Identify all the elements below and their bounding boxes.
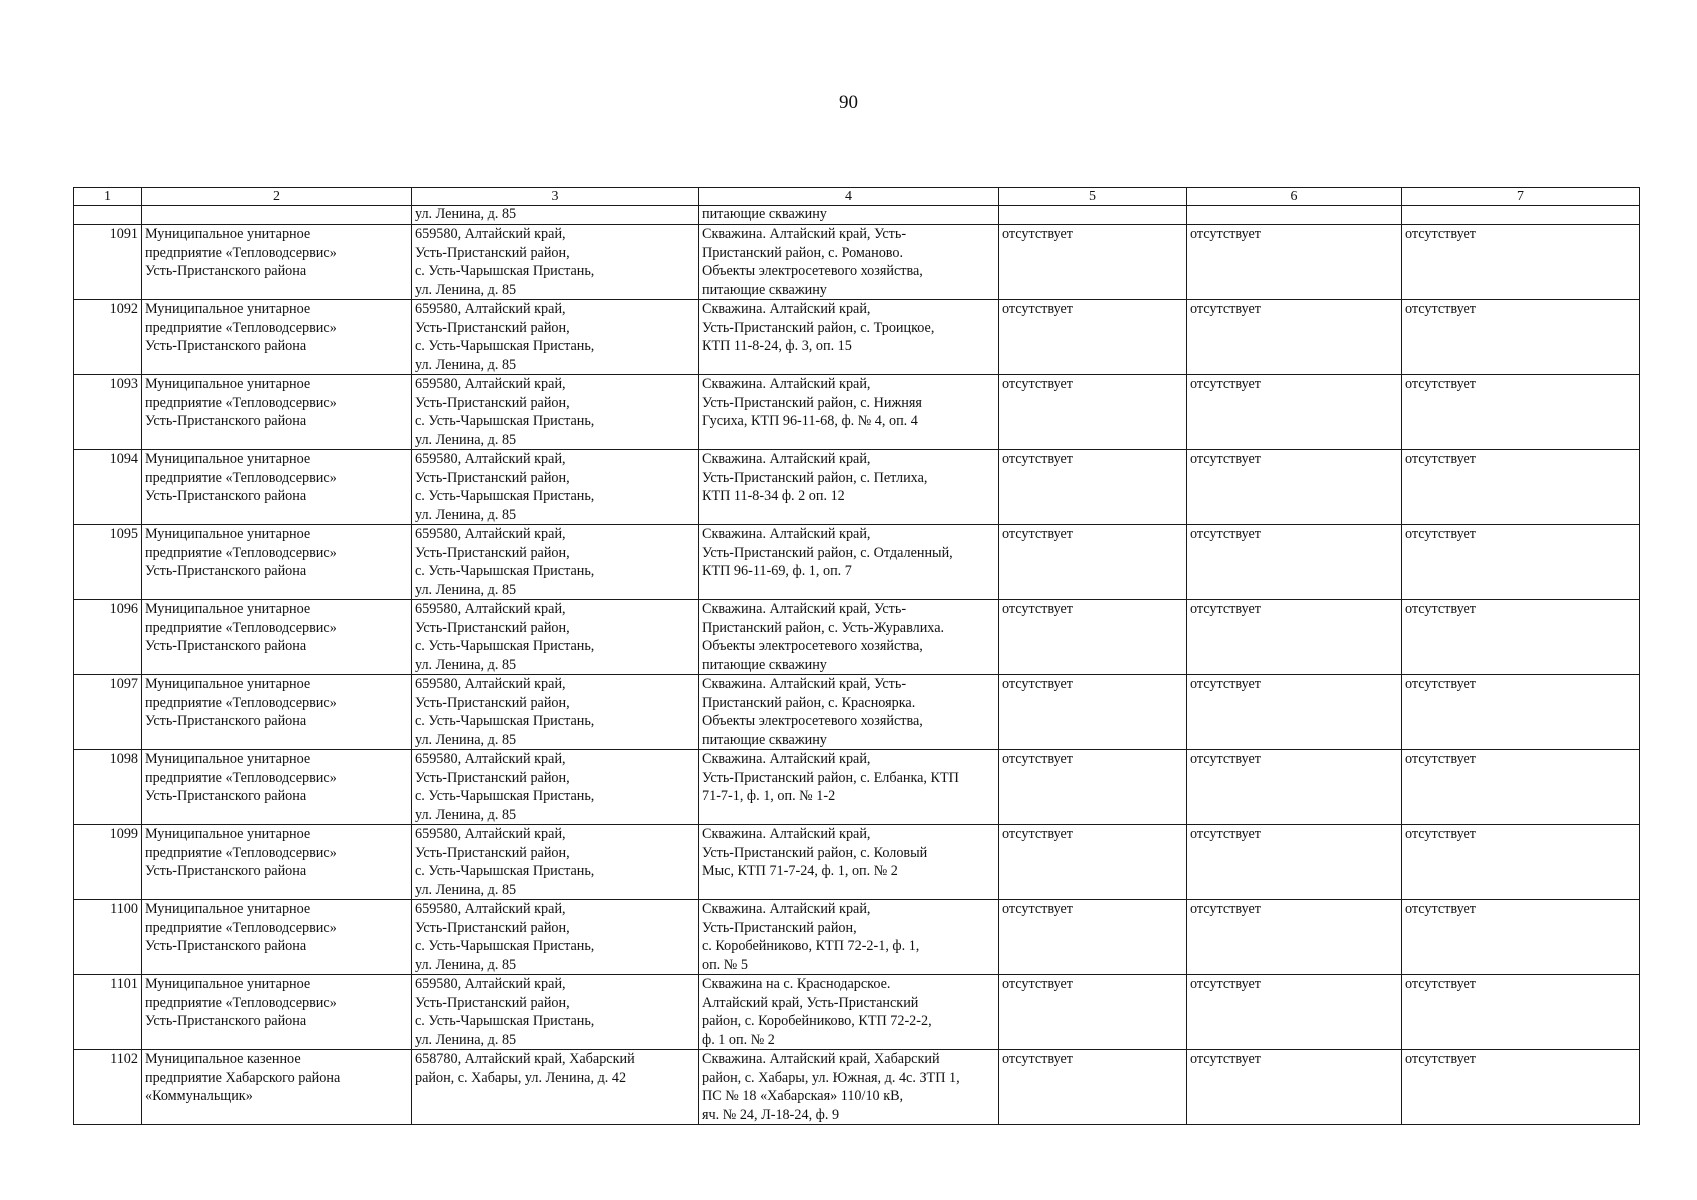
number-cell: 1096 <box>74 600 142 675</box>
column-header: 7 <box>1402 188 1640 206</box>
object-line: Пристанский район, с. Романово. <box>702 244 904 261</box>
organization-line: Муниципальное унитарное <box>145 301 311 317</box>
address-cell <box>412 750 699 825</box>
column-5-cell: отсутствует <box>999 750 1187 825</box>
object-cell <box>699 525 999 600</box>
table-row <box>74 225 1640 300</box>
address-cell <box>412 375 699 450</box>
column-6-cell: отсутствует <box>1187 525 1402 600</box>
organization-cell <box>142 225 412 300</box>
object-line: Скважина. Алтайский край, Усть- <box>702 676 907 692</box>
object-line: с. Коробейниково, КТП 72-2-1, ф. 1, <box>702 938 920 954</box>
object-cell <box>699 300 999 375</box>
object-cell <box>699 675 999 750</box>
organization-line: предприятие «Тепловодсервис» <box>145 769 337 786</box>
object-line: яч. № 24, Л-18-24, ф. 9 <box>702 1106 840 1123</box>
address-line: 659580, Алтайский край, <box>415 976 566 992</box>
column-7-cell: отсутствует <box>1402 450 1640 525</box>
address-line: 659580, Алтайский край, <box>415 601 566 617</box>
address-cell <box>412 206 699 225</box>
number-cell: 1097 <box>74 675 142 750</box>
organization-line: предприятие Хабарского района <box>145 1069 341 1086</box>
object-line: КТП 11-8-24, ф. 3, оп. 15 <box>702 338 852 354</box>
address-line: 659580, Алтайский край, <box>415 526 566 542</box>
address-cell <box>412 300 699 375</box>
organization-line: предприятие «Тепловодсервис» <box>145 394 337 411</box>
organization-line: предприятие «Тепловодсервис» <box>145 544 337 561</box>
column-7-cell: отсутствует <box>1402 300 1640 375</box>
address-cell <box>412 225 699 300</box>
object-cell <box>699 750 999 825</box>
column-5-cell: отсутствует <box>999 225 1187 300</box>
address-line: 659580, Алтайский край, <box>415 826 566 842</box>
object-line: Скважина. Алтайский край, Усть- <box>702 226 907 242</box>
table-row <box>74 300 1640 375</box>
organization-line: Муниципальное унитарное <box>145 226 311 242</box>
object-line: Пристанский район, с. Красноярка. <box>702 694 916 711</box>
address-cell <box>412 450 699 525</box>
organization-line: Усть-Пристанского района <box>145 413 307 429</box>
address-line: Усть-Пристанский район, <box>415 994 570 1011</box>
address-line: 659580, Алтайский край, <box>415 301 566 317</box>
column-header: 6 <box>1187 188 1402 206</box>
address-line: 659580, Алтайский край, <box>415 901 566 917</box>
address-line: с. Усть-Чарышская Пристань, <box>415 1013 595 1029</box>
object-line: Объекты электросетевого хозяйства, <box>702 638 923 654</box>
number-cell: 1093 <box>74 375 142 450</box>
column-6-cell: отсутствует <box>1187 825 1402 900</box>
object-cell <box>699 375 999 450</box>
number-cell: 1101 <box>74 975 142 1050</box>
organization-line: Усть-Пристанского района <box>145 788 307 804</box>
column-7-cell: отсутствует <box>1402 225 1640 300</box>
column-5-cell: отсутствует <box>999 450 1187 525</box>
address-cell <box>412 900 699 975</box>
object-line: Усть-Пристанский район, с. Петлиха, <box>702 469 928 486</box>
table-row <box>74 1050 1640 1125</box>
object-line: Скважина. Алтайский край, Усть- <box>702 601 907 617</box>
column-5-cell: отсутствует <box>999 825 1187 900</box>
column-7-cell: отсутствует <box>1402 375 1640 450</box>
organization-cell <box>142 900 412 975</box>
object-line: 71-7-1, ф. 1, оп. № 1-2 <box>702 788 836 804</box>
address-cell <box>412 600 699 675</box>
organization-line: Усть-Пристанского района <box>145 263 307 279</box>
address-line: ул. Ленина, д. 85 <box>415 356 517 373</box>
organization-line: Муниципальное унитарное <box>145 601 311 617</box>
organization-line: Муниципальное унитарное <box>145 376 311 392</box>
object-line: Скважина. Алтайский край, <box>702 301 871 317</box>
organization-line: Муниципальное унитарное <box>145 526 311 542</box>
number-cell: 1091 <box>74 225 142 300</box>
object-line: питающие скважину <box>702 206 827 222</box>
object-cell <box>699 450 999 525</box>
object-line: Алтайский край, Усть-Пристанский <box>702 994 919 1011</box>
object-line: Усть-Пристанский район, с. Елбанка, КТП <box>702 769 959 786</box>
address-line: ул. Ленина, д. 85 <box>415 581 517 598</box>
object-line: питающие скважину <box>702 656 827 673</box>
number-cell: 1099 <box>74 825 142 900</box>
object-line: КТП 96-11-69, ф. 1, оп. 7 <box>702 563 852 579</box>
column-5-cell: отсутствует <box>999 600 1187 675</box>
address-line: с. Усть-Чарышская Пристань, <box>415 788 595 804</box>
organization-cell <box>142 375 412 450</box>
object-cell <box>699 975 999 1050</box>
address-line: ул. Ленина, д. 85 <box>415 956 517 973</box>
organization-line: Муниципальное казенное <box>145 1051 301 1067</box>
column-6-cell: отсутствует <box>1187 375 1402 450</box>
address-line: ул. Ленина, д. 85 <box>415 206 517 222</box>
object-line: Скважина. Алтайский край, <box>702 526 871 542</box>
table-row <box>74 450 1640 525</box>
table-row <box>74 975 1640 1050</box>
column-5-cell: отсутствует <box>999 900 1187 975</box>
organization-line: предприятие «Тепловодсервис» <box>145 994 337 1011</box>
address-line: ул. Ленина, д. 85 <box>415 806 517 823</box>
address-line: 658780, Алтайский край, Хабарский <box>415 1051 635 1067</box>
table-row <box>74 825 1640 900</box>
column-7-cell: отсутствует <box>1402 900 1640 975</box>
object-line: район, с. Коробейниково, КТП 72-2-2, <box>702 1013 932 1029</box>
organization-cell <box>142 1050 412 1125</box>
object-cell <box>699 225 999 300</box>
address-line: Усть-Пристанский район, <box>415 619 570 636</box>
address-line: ул. Ленина, д. 85 <box>415 506 517 523</box>
object-line: питающие скважину <box>702 281 827 298</box>
address-cell <box>412 675 699 750</box>
column-header: 3 <box>412 188 699 206</box>
address-line: с. Усть-Чарышская Пристань, <box>415 263 595 279</box>
column-6-cell: отсутствует <box>1187 750 1402 825</box>
object-line: ф. 1 оп. № 2 <box>702 1031 775 1048</box>
table-row <box>74 900 1640 975</box>
address-line: с. Усть-Чарышская Пристань, <box>415 563 595 579</box>
address-line: с. Усть-Чарышская Пристань, <box>415 413 595 429</box>
organization-line: Усть-Пристанского района <box>145 638 307 654</box>
object-line: КТП 11-8-34 ф. 2 оп. 12 <box>702 488 845 504</box>
object-cell <box>699 900 999 975</box>
organization-line: предприятие «Тепловодсервис» <box>145 919 337 936</box>
address-line: ул. Ленина, д. 85 <box>415 1031 517 1048</box>
address-cell <box>412 825 699 900</box>
address-line: 659580, Алтайский край, <box>415 451 566 467</box>
object-line: Скважина. Алтайский край, <box>702 751 871 767</box>
number-cell <box>74 206 142 225</box>
column-7-cell: отсутствует <box>1402 1050 1640 1125</box>
organization-line: Усть-Пристанского района <box>145 563 307 579</box>
organization-line: Муниципальное унитарное <box>145 976 311 992</box>
organization-line: предприятие «Тепловодсервис» <box>145 619 337 636</box>
column-7-cell: отсутствует <box>1402 750 1640 825</box>
column-5-cell: отсутствует <box>999 675 1187 750</box>
address-line: Усть-Пристанский район, <box>415 844 570 861</box>
table-row <box>74 600 1640 675</box>
object-line: Усть-Пристанский район, с. Коловый <box>702 844 928 861</box>
object-line: Усть-Пристанский район, с. Отдаленный, <box>702 544 953 561</box>
column-5-cell: отсутствует <box>999 525 1187 600</box>
number-cell: 1102 <box>74 1050 142 1125</box>
address-cell <box>412 525 699 600</box>
organization-line: предприятие «Тепловодсервис» <box>145 694 337 711</box>
address-line: Усть-Пристанский район, <box>415 919 570 936</box>
continuation-row <box>74 206 1640 225</box>
address-line: с. Усть-Чарышская Пристань, <box>415 488 595 504</box>
organization-line: Муниципальное унитарное <box>145 676 311 692</box>
address-line: ул. Ленина, д. 85 <box>415 656 517 673</box>
column-7-cell: отсутствует <box>1402 675 1640 750</box>
object-line: Гусиха, КТП 96-11-68, ф. № 4, оп. 4 <box>702 413 918 429</box>
page-number: 90 <box>839 92 858 113</box>
column-6-cell: отсутствует <box>1187 600 1402 675</box>
object-line: Пристанский район, с. Усть-Журавлиха. <box>702 619 945 636</box>
column-6-cell: отсутствует <box>1187 450 1402 525</box>
column-header: 2 <box>142 188 412 206</box>
organization-line: Муниципальное унитарное <box>145 451 311 467</box>
object-line: Скважина. Алтайский край, Хабарский <box>702 1051 940 1067</box>
column-7-cell: отсутствует <box>1402 525 1640 600</box>
column-header: 4 <box>699 188 999 206</box>
column-5-cell: отсутствует <box>999 375 1187 450</box>
object-line: Усть-Пристанский район, с. Нижняя <box>702 394 922 411</box>
column-6-cell: отсутствует <box>1187 300 1402 375</box>
address-line: ул. Ленина, д. 85 <box>415 431 517 448</box>
address-line: Усть-Пристанский район, <box>415 244 570 261</box>
table-row <box>74 525 1640 600</box>
column-header: 5 <box>999 188 1187 206</box>
organization-cell <box>142 825 412 900</box>
address-line: с. Усть-Чарышская Пристань, <box>415 713 595 729</box>
address-line: ул. Ленина, д. 85 <box>415 731 517 748</box>
address-line: 659580, Алтайский край, <box>415 226 566 242</box>
object-line: ПС № 18 «Хабарская» 110/10 кВ, <box>702 1088 904 1104</box>
address-line: с. Усть-Чарышская Пристань, <box>415 338 595 354</box>
organization-cell <box>142 600 412 675</box>
organization-line: Муниципальное унитарное <box>145 826 311 842</box>
address-line: ул. Ленина, д. 85 <box>415 281 517 298</box>
column-5-cell <box>999 206 1187 225</box>
object-line: Скважина. Алтайский край, <box>702 901 871 917</box>
object-cell <box>699 825 999 900</box>
column-6-cell: отсутствует <box>1187 225 1402 300</box>
address-line: Усть-Пристанский район, <box>415 694 570 711</box>
address-line: район, с. Хабары, ул. Ленина, д. 42 <box>415 1069 627 1086</box>
column-5-cell: отсутствует <box>999 975 1187 1050</box>
organization-line: Усть-Пристанского района <box>145 488 307 504</box>
column-5-cell: отсутствует <box>999 1050 1187 1125</box>
number-cell: 1094 <box>74 450 142 525</box>
organization-cell <box>142 975 412 1050</box>
column-header: 1 <box>74 188 142 206</box>
object-line: Скважина на с. Краснодарское. <box>702 976 891 992</box>
organization-cell <box>142 675 412 750</box>
column-5-cell: отсутствует <box>999 300 1187 375</box>
object-line: Объекты электросетевого хозяйства, <box>702 263 923 279</box>
column-7-cell: отсутствует <box>1402 600 1640 675</box>
column-7-cell: отсутствует <box>1402 975 1640 1050</box>
organization-line: Усть-Пристанского района <box>145 338 307 354</box>
address-line: 659580, Алтайский край, <box>415 751 566 767</box>
organization-cell <box>142 450 412 525</box>
number-cell: 1095 <box>74 525 142 600</box>
number-cell: 1098 <box>74 750 142 825</box>
address-line: Усть-Пристанский район, <box>415 319 570 336</box>
address-line: Усть-Пристанский район, <box>415 394 570 411</box>
object-line: Скважина. Алтайский край, <box>702 451 871 467</box>
address-cell <box>412 1050 699 1125</box>
column-7-cell: отсутствует <box>1402 825 1640 900</box>
organization-cell <box>142 300 412 375</box>
object-line: Скважина. Алтайский край, <box>702 376 871 392</box>
object-line: Скважина. Алтайский край, <box>702 826 871 842</box>
address-line: с. Усть-Чарышская Пристань, <box>415 938 595 954</box>
organization-line: Усть-Пристанского района <box>145 863 307 879</box>
address-line: 659580, Алтайский край, <box>415 376 566 392</box>
table-row <box>74 675 1640 750</box>
organization-line: «Коммунальщик» <box>145 1088 253 1104</box>
organization-line: Усть-Пристанского района <box>145 1013 307 1029</box>
object-line: Усть-Пристанский район, с. Троицкое, <box>702 319 935 336</box>
column-6-cell: отсутствует <box>1187 1050 1402 1125</box>
column-6-cell <box>1187 206 1402 225</box>
address-line: ул. Ленина, д. 85 <box>415 881 517 898</box>
address-cell <box>412 975 699 1050</box>
object-line: район, с. Хабары, ул. Южная, д. 4с. ЗТП 1, <box>702 1069 960 1086</box>
object-line: оп. № 5 <box>702 956 748 973</box>
object-line: питающие скважину <box>702 731 827 748</box>
column-number-row <box>74 188 1640 206</box>
registry-table <box>73 187 1640 1125</box>
address-line: Усть-Пристанский район, <box>415 469 570 486</box>
table-row <box>74 750 1640 825</box>
organization-line: предприятие «Тепловодсервис» <box>145 319 337 336</box>
organization-cell <box>142 525 412 600</box>
number-cell: 1100 <box>74 900 142 975</box>
organization-line: Муниципальное унитарное <box>145 901 311 917</box>
object-line: Мыс, КТП 71-7-24, ф. 1, оп. № 2 <box>702 863 898 879</box>
object-line: Объекты электросетевого хозяйства, <box>702 713 923 729</box>
object-line: Усть-Пристанский район, <box>702 919 857 936</box>
object-cell <box>699 600 999 675</box>
table-row <box>74 375 1640 450</box>
organization-line: Усть-Пристанского района <box>145 938 307 954</box>
column-6-cell: отсутствует <box>1187 975 1402 1050</box>
column-7-cell <box>1402 206 1640 225</box>
address-line: Усть-Пристанский район, <box>415 544 570 561</box>
address-line: Усть-Пристанский район, <box>415 769 570 786</box>
organization-cell <box>142 750 412 825</box>
address-line: с. Усть-Чарышская Пристань, <box>415 638 595 654</box>
object-cell <box>699 206 999 225</box>
column-6-cell: отсутствует <box>1187 675 1402 750</box>
organization-line: предприятие «Тепловодсервис» <box>145 469 337 486</box>
object-cell <box>699 1050 999 1125</box>
organization-cell <box>142 206 412 225</box>
organization-line: Усть-Пристанского района <box>145 713 307 729</box>
organization-line: предприятие «Тепловодсервис» <box>145 844 337 861</box>
organization-line: Муниципальное унитарное <box>145 751 311 767</box>
organization-line: предприятие «Тепловодсервис» <box>145 244 337 261</box>
column-6-cell: отсутствует <box>1187 900 1402 975</box>
address-line: с. Усть-Чарышская Пристань, <box>415 863 595 879</box>
address-line: 659580, Алтайский край, <box>415 676 566 692</box>
number-cell: 1092 <box>74 300 142 375</box>
